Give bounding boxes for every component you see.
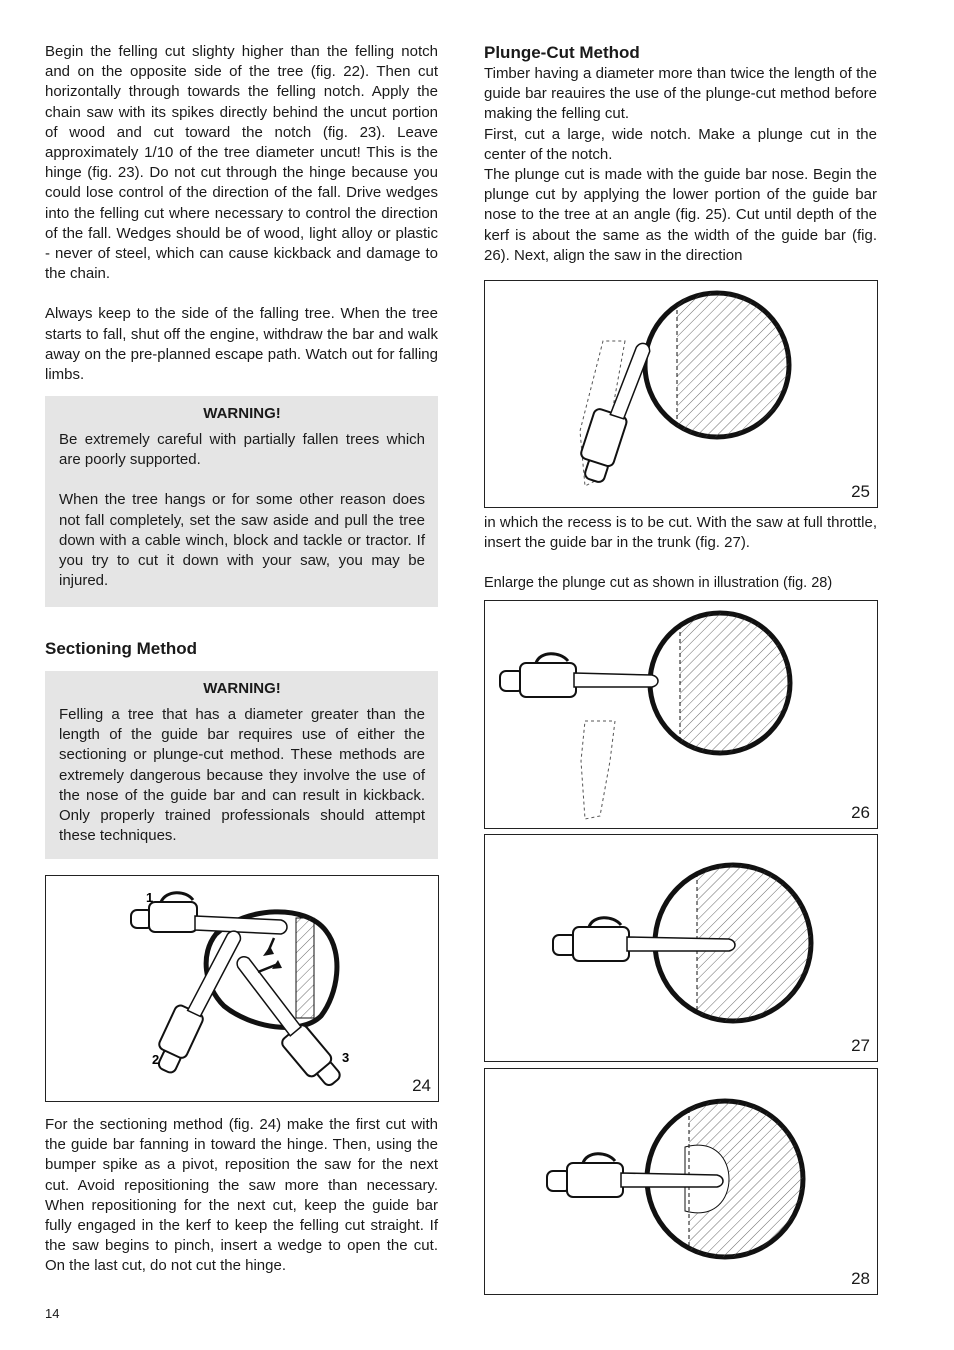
figure-number: 27 <box>851 1036 870 1055</box>
sectioning-paragraph: For the sectioning method (fig. 24) make the first cut with the guide bar fanning in toward the hinge. Then, using the bumper spike as a pivot, reposition the saw for the next cut. Avoid repositioning the saw more than necessary. When repositioning for the next cut, keep the guide bar fully engaged in the kerf to keep the felling cut straight. If the saw begins to pinch, insert a wedge to open the cut. On the last cut, do not cut the hinge. <box>45 1116 438 1275</box>
plunge-paragraph-5: Enlarge the plunge cut as shown in illustration (fig. 28) <box>484 575 833 591</box>
page-number: 14 <box>45 1306 60 1321</box>
plunge-start-illustration <box>485 281 877 507</box>
sectioning-illustration <box>46 876 438 1101</box>
figure-27 <box>484 834 878 1062</box>
figure-number: 24 <box>412 1076 431 1095</box>
warning-box-sectioning <box>45 671 438 859</box>
warning-text-sectioning: Felling a tree that has a diameter greater than the length of the guide bar requires use of either the sectioning or plunge-cut method. These methods are extremely dangerous because they involve the use of the nose of the guide bar and can result in kickback. Only properly trained professionals should attempt these techniques. <box>59 706 425 845</box>
plunge-paragraph-4: in which the recess is to be cut. With the saw at full throttle, insert the guide bar in the trunk (fig. 27). <box>484 514 877 552</box>
chainsaw-icon <box>574 335 651 484</box>
figure-number: 25 <box>851 482 870 501</box>
warning-title: WARNING! <box>203 405 281 422</box>
figure-25 <box>484 280 878 508</box>
plunge-depth-illustration <box>485 601 877 828</box>
warning-title: WARNING! <box>203 680 281 697</box>
sectioning-method-heading: Sectioning Method <box>45 639 198 658</box>
plunge-paragraph-3: The plunge cut is made with the guide bar nose. Begin the plunge cut by applying the lower portion of the guide bar nose to the tree at an angle (fig. 25). Cut until depth of the kerf is about the same as the width of the guide bar (fig. 26). Next, align the saw in the direction <box>484 166 877 264</box>
fig24-label-3: 3 <box>342 1050 350 1065</box>
figure-28 <box>484 1068 878 1295</box>
warning-text-2: When the tree hangs or for some other reason does not fall completely, set the saw aside and pull the tree down with a cable winch, block and tackle or tractor. If you try to cut it down with your saw, you may be injured. <box>59 491 425 590</box>
falling-tree-paragraph: Always keep to the side of the falling tree. When the tree starts to fall, shut off the engine, withdraw the bar and walk away on the pre-planned escape path. Watch out for falling limbs. <box>45 305 438 384</box>
plunge-paragraph-2: First, cut a large, wide notch. Make a plunge cut in the center of the notch. <box>484 125 877 163</box>
plunge-cut-heading: Plunge-Cut Method <box>484 43 640 62</box>
fig24-label-2: 2 <box>152 1052 160 1067</box>
figure-24 <box>45 875 439 1102</box>
fig24-label-1: 1 <box>146 890 154 905</box>
plunge-cut-text <box>484 64 877 266</box>
figure-number: 28 <box>851 1269 870 1288</box>
plunge-paragraph-1: Timber having a diameter more than twice the length of the guide bar reauires the use of the plunge-cut method before making the felling cut. <box>484 65 877 123</box>
warning-text-1: Be extremely careful with partially fallen trees which are poorly supported. <box>59 431 425 469</box>
left-column <box>45 42 438 385</box>
warning-box-fallen-trees <box>45 396 438 607</box>
felling-cut-paragraph: Begin the felling cut slighty higher than the felling notch and on the opposite side of the tree (fig. 22). Then cut horizontally through towards the felling notch. Apply the chain saw with its spikes directly behind the uncut portion of wood and cut toward the notch (fig. 23). Leave approximately 1/10 of the tree diameter uncut! This is the hinge (fig. 23). Do not cut through the hinge because you could lose control of the direction of the fall. Drive wedges into the felling cut where necessary to control the direction of the fall. Wedges should be of wood, light alloy or plastic - never of steel, which can cause kickback and damage to the chain. <box>45 43 438 283</box>
plunge-insert-illustration <box>485 835 877 1061</box>
figure-number: 26 <box>851 803 870 822</box>
plunge-enlarge-illustration <box>485 1069 877 1294</box>
figure-26 <box>484 600 878 829</box>
chainsaw-icon <box>500 654 658 697</box>
